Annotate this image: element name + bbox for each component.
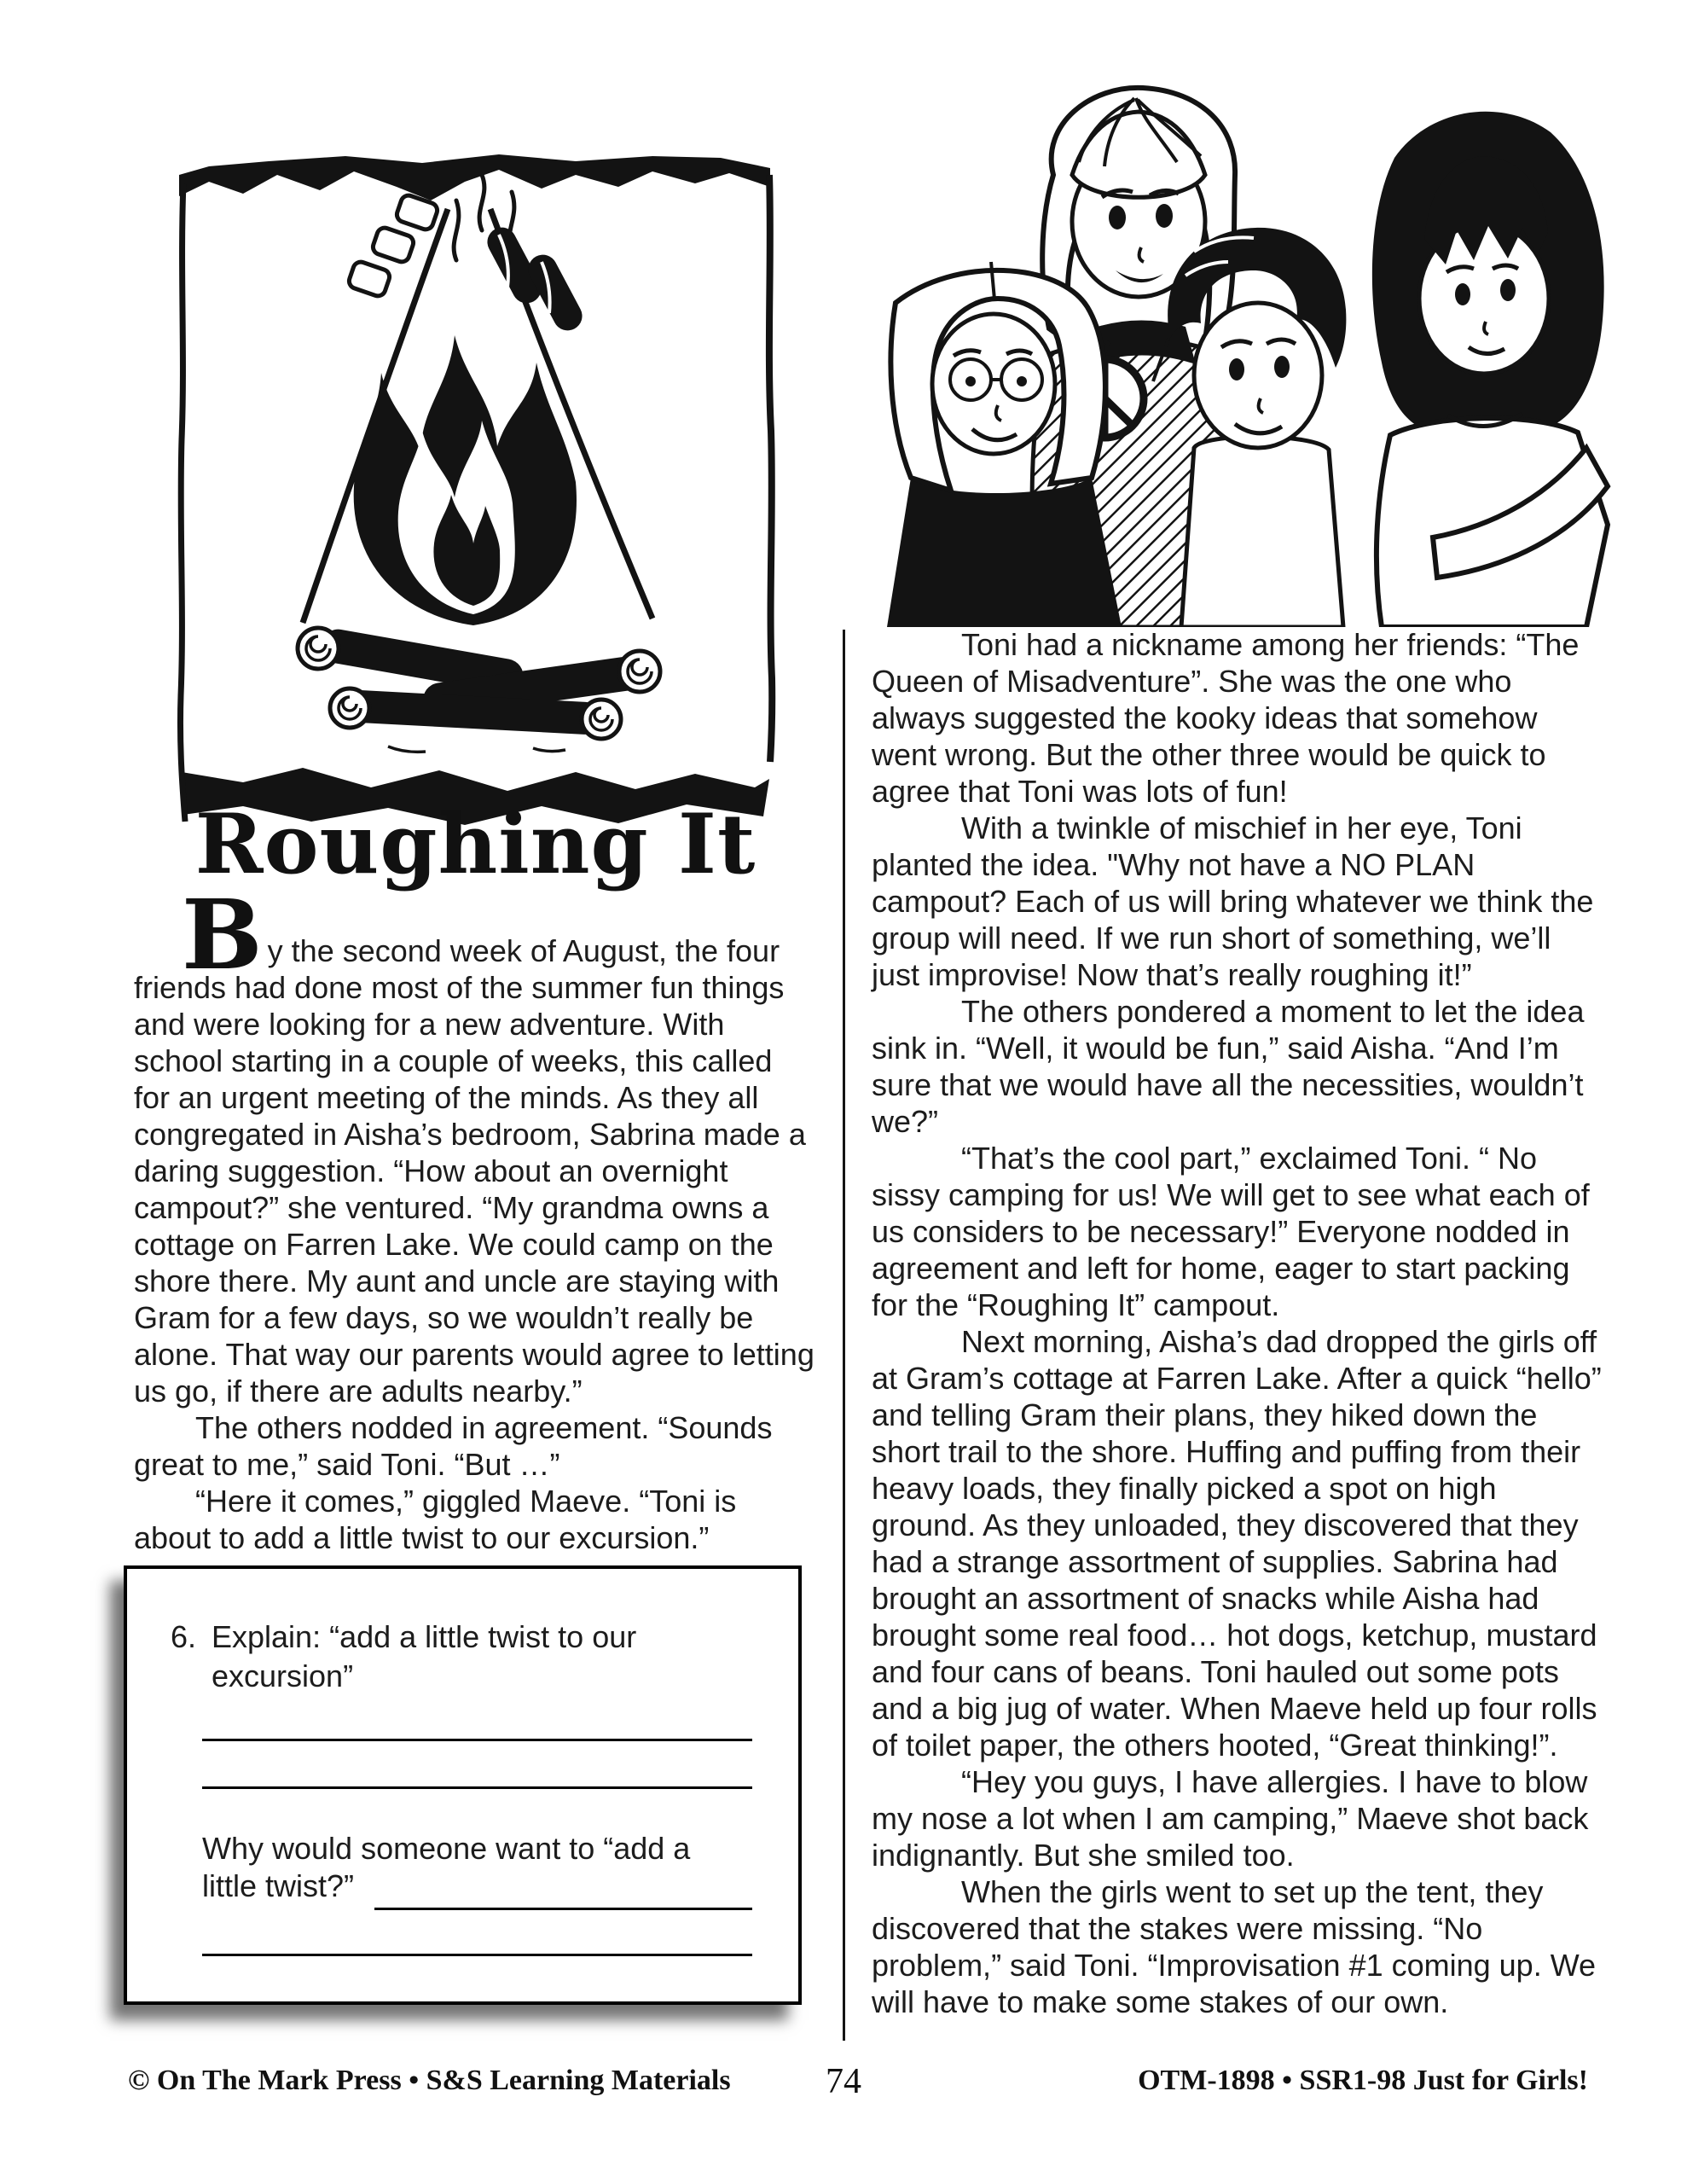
story-paragraph: Next morning, Aisha’s dad dropped the girls off at Gram’s cottage at Farren Lake. After a quick “hello” and telling Gram their plans, they hiked down the short trail to the shore. Huffing and puffing from their heavy loads, they finally picked a spot on high ground. As they unloaded, they discovered that they had a strange assortment of supplies. Sabrina had brought an assortment of snacks while Aisha had brought some real food… hot dogs, ketchup, mustard and four cans of beans. Toni hauled out some pots and a big jug of water. When Maeve held up four rolls of toilet paper, the others hooted, “Great thinking!”. xyxy=(872,1324,1602,1763)
question2-line-1: Why would someone want to “add a xyxy=(202,1831,691,1866)
column-divider xyxy=(843,630,845,2041)
question2-line-2: little twist?” xyxy=(202,1868,355,1903)
question-text: Explain: “add a little twist to our xyxy=(212,1619,637,1654)
dropcap-letter: B xyxy=(182,880,263,991)
footer-product-code: OTM-1898 • SSR1-98 Just for Girls! xyxy=(1138,2065,1588,2096)
page-footer xyxy=(0,2058,1687,2109)
question-box xyxy=(124,1565,802,2005)
story-text: y the second week of August, the four friends had done most of the summer fun things and were looking for a new adventure. With school starting in a couple of weeks, this called for an urgent meeting of the minds. As they all congregated in Aisha’s bedroom, Sabrina made a daring suggestion. “How about an overnight campout?” she ventured. “My grandma owns a cottage on Farren Lake. We could camp on the shore there. My aunt and uncle are staying with Gram for a few days, so we wouldn’t really be alone. That way our parents would agree to letting us go, if there are adults nearby.” xyxy=(134,933,815,1409)
story-paragraph: The others nodded in agreement. “Sounds great to me,” said Toni. “But …” xyxy=(134,1410,773,1482)
question-line-2: excursion” xyxy=(212,1658,354,1693)
story-paragraph: “Hey you guys, I have allergies. I have to blow my nose a lot when I am camping,” Maeve shot back indignantly. But she smiled too. xyxy=(872,1764,1589,1873)
story-paragraph: Toni had a nickname among her friends: “The Queen of Misadventure”. She was the one who always suggested the kooky ideas that somehow went wrong. But the other three would be quick to agree that Toni was lots of fun! xyxy=(872,627,1580,809)
answer-line-inline[interactable] xyxy=(374,1908,752,1910)
answer-line[interactable] xyxy=(202,1954,752,1956)
question-number: 6. xyxy=(171,1619,197,1654)
frame-right-edge xyxy=(769,175,772,762)
story-paragraph: The others pondered a moment to let the idea sink in. “Well, it would be fun,” said Aisha. “And I’m sure that we would have all the necessities, wouldn’t we?” xyxy=(872,994,1585,1139)
story-paragraph: “That’s the cool part,” exclaimed Toni. “ No sissy camping for us! We will get to see what each of us considers to be necessary!” Everyone nodded in agreement and left for home, eager to start packing for the “Roughing It” campout. xyxy=(872,1141,1590,1322)
campfire-logs xyxy=(298,626,660,752)
story-paragraph: “Here it comes,” giggled Maeve. “Toni is about to add a little twist to our excursion.” xyxy=(134,1484,737,1555)
page-number: 74 xyxy=(826,2062,861,2101)
answer-line[interactable] xyxy=(202,1739,752,1741)
girl-black-bob xyxy=(1372,112,1608,627)
story-paragraph xyxy=(134,880,816,1409)
story-paragraph: When the girls went to set up the tent, they discovered that the stakes were missing. “No problem,” said Toni. “Improvisation #1 coming up. We will have to make some stakes of our own. xyxy=(872,1874,1597,2019)
footer-copyright: © On The Mark Press • S&S Learning Materials xyxy=(128,2065,731,2096)
left-column xyxy=(134,880,816,1556)
girls-illustration xyxy=(836,47,1620,627)
campfire-illustration xyxy=(175,149,776,892)
story-paragraph: With a twinkle of mischief in her eye, Toni planted the idea. "Why not have a NO PLAN campout? Each of us will bring whatever we think the group will need. If we run short of something, we’ll just improvise! Now that’s really roughing it!” xyxy=(872,810,1594,992)
girl-blonde-glasses xyxy=(887,262,1122,627)
story-title: Roughing It xyxy=(194,796,757,892)
question-line-1 xyxy=(171,1618,636,1656)
answer-line[interactable] xyxy=(202,1786,752,1789)
campfire-frame-svg xyxy=(175,149,776,828)
right-column xyxy=(872,626,1607,2020)
frame-left-edge xyxy=(180,183,185,822)
